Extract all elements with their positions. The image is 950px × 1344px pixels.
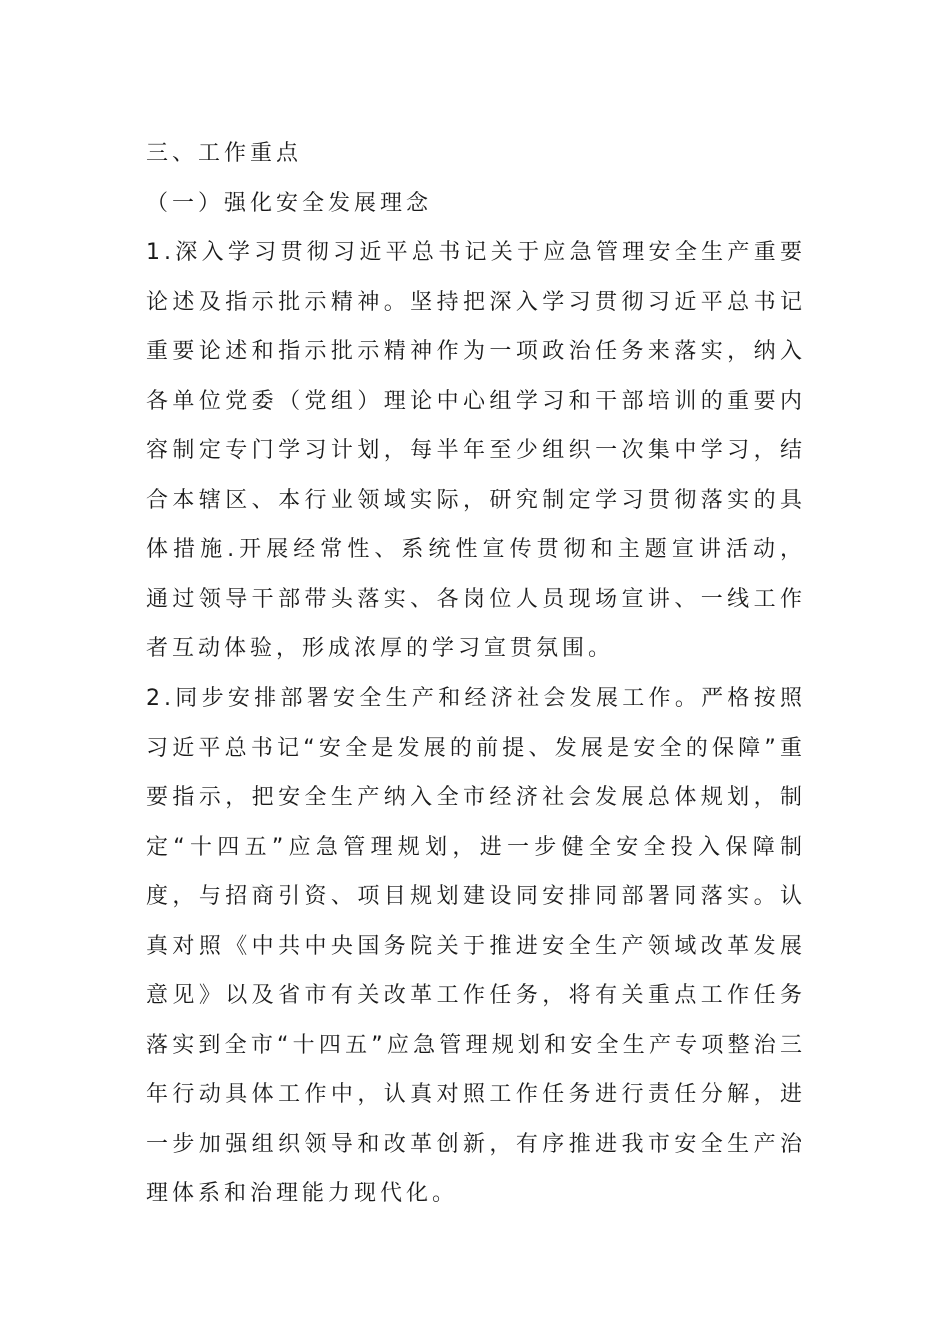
subsection-heading: （一）强化安全发展理念 — [146, 191, 433, 216]
paragraph-1: 1.深入学习贯彻习近平总书记关于应急管理安全生产重要论述及指示批示精神。坚持把深入学习贯彻习近平总书记重要论述和指示批示精神作为一项政治任务来落实，纳入各单位党委（党组）理论中心组学习和干部培训的重要内容制定专门学习计划，每半年至少组织一次集中学习，结合本辖区、本行业领域实际，研究制定学习贯彻落实的具体措施.开展经常性、系统性宣传贯彻和主题宣讲活动，通过领导干部带头落实、各岗位人员现场宣讲、一线工作者互动体验，形成浓厚的学习宣贯氛围。 — [146, 240, 806, 661]
section-heading: 三、工作重点 — [146, 141, 303, 166]
paragraph-2: 2.同步安排部署安全生产和经济社会发展工作。严格按照习近平总书记“安全是发展的前提、发展是安全的保障”重要指示，把安全生产纳入全市经济社会发展总体规划，制定“十四五”应急管理规划，进一步健全安全投入保障制度，与招商引资、项目规划建设同安排同部署同落实。认真对照《中共中央国务院关于推进安全生产领域改革发展意见》以及省市有关改革工作任务，将有关重点工作任务落实到全市“十四五”应急管理规划和安全生产专项整治三年行动具体工作中，认真对照工作任务进行责任分解，进一步加强组织领导和改革创新，有序推进我市安全生产治理体系和治理能力现代化。 — [146, 686, 806, 1206]
